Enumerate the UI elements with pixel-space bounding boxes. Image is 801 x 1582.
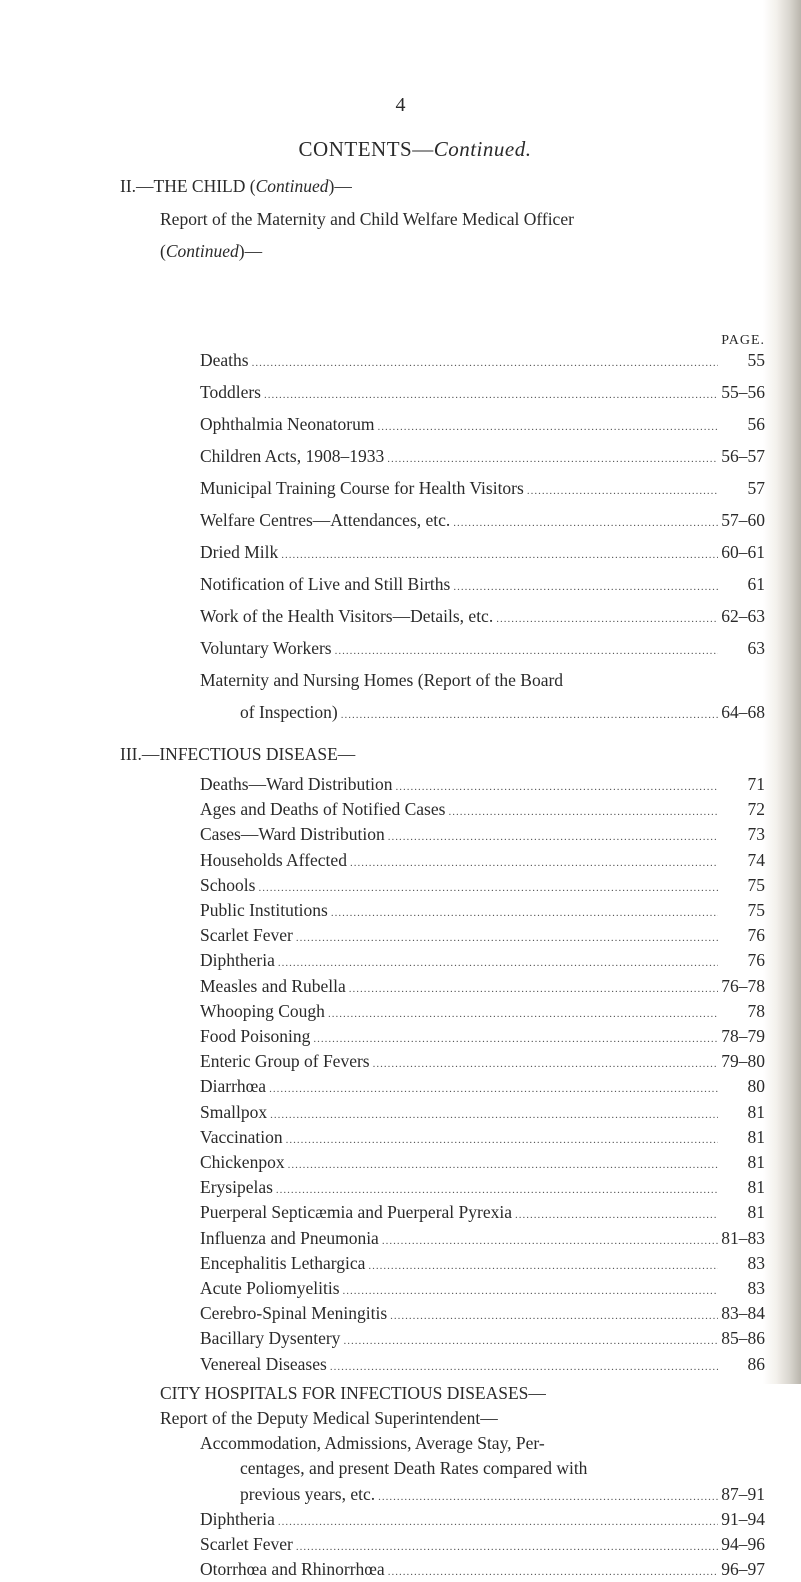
toc-entry-label: Erysipelas (200, 1177, 273, 1198)
toc-entry-page: 55 (747, 350, 765, 370)
toc-entry-label: Cases—Ward Distribution (200, 824, 385, 845)
contents-title-continued: Continued. (433, 137, 532, 161)
contents-title-dash: — (412, 137, 434, 161)
leader-dots (278, 1512, 718, 1532)
toc-entry-page: 71 (747, 774, 765, 794)
section4-heading: CITY HOSPITALS FOR INFECTIOUS DISEASES— (160, 1382, 546, 1403)
toc-entry (200, 1534, 765, 1557)
leader-dots (373, 1054, 718, 1074)
leader-dots (313, 1029, 718, 1049)
maternity-entry-line1: Maternity and Nursing Homes (Report of the Board (200, 670, 564, 690)
leader-dots (368, 1256, 718, 1276)
toc-entry-page: 62–63 (721, 606, 765, 626)
toc-entry-page: 85–86 (721, 1328, 765, 1349)
leader-dots (276, 1180, 718, 1200)
toc-entry-page: 94–96 (721, 1534, 765, 1554)
toc-entry (200, 799, 765, 822)
accommodation-line2: centages, and present Death Rates compared with (240, 1458, 588, 1479)
toc-entry (200, 606, 765, 629)
leader-dots (388, 827, 718, 847)
toc-entry-page: 60–61 (721, 542, 765, 562)
toc-entry-page: 76–78 (721, 975, 765, 996)
leader-dots (496, 609, 718, 629)
leader-dots (252, 353, 718, 373)
toc-entry (200, 1202, 765, 1225)
toc-entry-page: 56 (747, 414, 765, 434)
toc-entry (200, 900, 765, 923)
toc-entry-page: 81 (747, 1126, 765, 1147)
toc-entry (200, 446, 765, 469)
toc-entry-label: Public Institutions (200, 900, 328, 920)
leader-dots (390, 1306, 718, 1326)
toc-entry (200, 1228, 765, 1251)
toc-entry-label: previous years, etc. (240, 1483, 376, 1504)
toc-entry-page: 72 (747, 799, 765, 820)
leader-dots (527, 481, 718, 501)
toc-entry (200, 1509, 765, 1532)
leader-dots (281, 545, 718, 565)
section2-report-open: ( (160, 241, 166, 261)
toc-entry-label: Diphtheria (200, 1508, 275, 1529)
leader-dots (258, 878, 718, 898)
toc-entry (200, 1051, 765, 1074)
toc-entry-label: Voluntary Workers (200, 638, 332, 658)
toc-entry-page: 81 (747, 1152, 765, 1172)
toc-entry-label: Schools (200, 874, 256, 895)
toc-entry-page: 75 (747, 874, 765, 895)
toc-entry-page: 83 (747, 1278, 765, 1298)
leader-dots (448, 802, 718, 822)
leader-dots (328, 1004, 718, 1024)
toc-entry-page: 75 (747, 900, 765, 920)
toc-entry-page: 73 (747, 824, 765, 845)
toc-entry (200, 925, 765, 948)
toc-entry-page: 79–80 (721, 1051, 765, 1072)
section4-report-line: Report of the Deputy Medical Superintendent— (160, 1408, 498, 1428)
toc-entry (200, 1102, 765, 1125)
toc-entry-label: Diphtheria (200, 950, 275, 971)
toc-entry (200, 976, 765, 999)
leader-dots (349, 979, 718, 999)
leader-dots (296, 1537, 718, 1557)
contents-title-main: CONTENTS (298, 137, 413, 161)
toc-entry-label: Scarlet Fever (200, 1534, 293, 1554)
toc-entry-page: 57 (747, 478, 765, 498)
contents-title (0, 137, 801, 162)
toc-entry-label: Deaths—Ward Distribution (200, 774, 393, 794)
leader-dots (396, 777, 718, 797)
toc-entry-page: 63 (747, 638, 765, 658)
leader-dots (341, 705, 718, 725)
page-number: 4 (395, 94, 406, 116)
toc-entry (200, 1354, 765, 1377)
toc-entry (200, 414, 765, 437)
accommodation-line1: Accommodation, Admissions, Average Stay, Per- (200, 1433, 545, 1454)
toc-entry-label: Scarlet Fever (200, 925, 293, 946)
toc-entry-label: Enteric Group of Fevers (200, 1051, 370, 1072)
section2-heading-suffix: )— (328, 176, 352, 196)
toc-entry-label: Whooping Cough (200, 1000, 325, 1021)
toc-entry (200, 382, 765, 405)
leader-dots (350, 853, 718, 873)
toc-entry-label: Dried Milk (200, 542, 279, 562)
toc-entry-label: Smallpox (200, 1101, 268, 1122)
toc-entry (200, 478, 765, 501)
toc-entry-label: Puerperal Septicæmia and Puerperal Pyrexia (200, 1202, 512, 1223)
leader-dots (278, 953, 718, 973)
toc-entry-label: Chickenpox (200, 1152, 285, 1172)
toc-entry-label: Acute Poliomyelitis (200, 1278, 340, 1298)
leader-dots (335, 641, 718, 661)
toc-entry-label: Welfare Centres—Attendances, etc. (200, 510, 451, 530)
toc-entry (200, 774, 765, 797)
toc-entry-label: Vaccination (200, 1126, 283, 1147)
toc-entry-page: 55–56 (721, 382, 765, 402)
toc-entry-label: Influenza and Pneumonia (200, 1227, 379, 1248)
toc-entry-label: Measles and Rubella (200, 975, 346, 996)
toc-entry-label: Food Poisoning (200, 1026, 311, 1046)
toc-entry-label: Cerebro-Spinal Meningitis (200, 1303, 388, 1324)
toc-entry (200, 1076, 765, 1099)
leader-dots (388, 1562, 718, 1582)
toc-entry-label: Deaths (200, 350, 249, 370)
toc-entry-label: Municipal Training Course for Health Visitors (200, 478, 524, 498)
toc-entry-label: Work of the Health Visitors—Details, etc. (200, 606, 494, 626)
toc-entry-page: 74 (747, 849, 765, 870)
toc-entry (240, 1484, 765, 1507)
page-edge-shadow (763, 0, 801, 1384)
toc-entry-label: Households Affected (200, 849, 347, 870)
leader-dots (288, 1155, 718, 1175)
section2-heading (120, 176, 352, 196)
toc-entry-page: 96–97 (721, 1559, 765, 1580)
toc-entry (200, 1253, 765, 1276)
leader-dots (387, 449, 718, 469)
toc-entry-page: 81 (747, 1177, 765, 1198)
toc-entry-label: Notification of Live and Still Births (200, 574, 451, 594)
page-column-header: PAGE. (721, 333, 765, 348)
toc-entry-label: Venereal Diseases (200, 1353, 327, 1374)
section2-report-line1: Report of the Maternity and Child Welfare Medical Officer (160, 209, 574, 229)
toc-entry-page: 57–60 (721, 510, 765, 530)
toc-entry (200, 1177, 765, 1200)
toc-entry-label: Toddlers (200, 382, 261, 402)
leader-dots (378, 1487, 718, 1507)
toc-entry (200, 850, 765, 873)
toc-entry (200, 350, 765, 373)
leader-dots (515, 1205, 718, 1225)
toc-entry-page: 76 (747, 950, 765, 971)
leader-dots (286, 1130, 718, 1150)
toc-entry (200, 510, 765, 533)
toc-entry-label: Ophthalmia Neonatorum (200, 414, 375, 434)
toc-entry (200, 1303, 765, 1326)
toc-entry (200, 638, 765, 661)
toc-entry (200, 1127, 765, 1150)
toc-entry-page: 78 (747, 1000, 765, 1021)
leader-dots (296, 928, 718, 948)
toc-entry-page: 83–84 (721, 1303, 765, 1324)
toc-entry-label: Otorrhœa and Rhinorrhœa (200, 1559, 385, 1580)
leader-dots (269, 1079, 718, 1099)
toc-entry (200, 1001, 765, 1024)
toc-entry (200, 542, 765, 565)
toc-entry-page: 64–68 (721, 702, 765, 722)
toc-entry-label: of Inspection) (240, 702, 338, 722)
toc-entry-page: 91–94 (721, 1508, 765, 1529)
leader-dots (331, 903, 718, 923)
leader-dots (382, 1231, 718, 1251)
leader-dots (343, 1281, 718, 1301)
toc-entry-page: 80 (747, 1076, 765, 1097)
leader-dots (453, 513, 718, 533)
toc-entry-label: Encephalitis Lethargica (200, 1252, 366, 1273)
toc-entry-page: 78–79 (721, 1026, 765, 1046)
toc-entry (200, 1559, 765, 1582)
toc-entry (200, 1328, 765, 1351)
leader-dots (377, 417, 718, 437)
toc-entry-page: 81 (747, 1101, 765, 1122)
toc-entry (200, 1026, 765, 1049)
leader-dots (270, 1105, 718, 1125)
toc-entry-page: 56–57 (721, 446, 765, 466)
leader-dots (343, 1331, 718, 1351)
section2-heading-continued: Continued (255, 176, 329, 196)
toc-entry-page: 76 (747, 925, 765, 946)
toc-entry-label: Ages and Deaths of Notified Cases (200, 799, 446, 820)
leader-dots (453, 577, 718, 597)
toc-entry-label: Bacillary Dysentery (200, 1328, 341, 1349)
toc-entry (200, 824, 765, 847)
toc-entry-page: 87–91 (721, 1483, 765, 1504)
section3-heading: III.—INFECTIOUS DISEASE— (120, 744, 356, 764)
toc-entry-page: 81–83 (721, 1227, 765, 1248)
toc-entry (200, 1152, 765, 1175)
section2-report-close: )— (238, 241, 263, 261)
toc-entry (200, 574, 765, 597)
leader-dots (330, 1357, 718, 1377)
section2-report-continued: Continued (165, 241, 239, 261)
toc-entry-page: 83 (747, 1252, 765, 1273)
toc-entry-label: Children Acts, 1908–1933 (200, 446, 385, 466)
toc-entry-page: 86 (747, 1353, 765, 1374)
toc-entry (200, 875, 765, 898)
toc-entry-label: Diarrhœa (200, 1076, 267, 1097)
toc-entry-page: 61 (747, 574, 765, 594)
toc-entry-page: 81 (747, 1202, 765, 1223)
section2-report-line2 (160, 241, 262, 261)
leader-dots (264, 385, 718, 405)
toc-entry (240, 702, 765, 725)
toc-entry (200, 950, 765, 973)
section2-heading-prefix: II.—THE CHILD ( (120, 176, 256, 196)
toc-entry (200, 1278, 765, 1301)
